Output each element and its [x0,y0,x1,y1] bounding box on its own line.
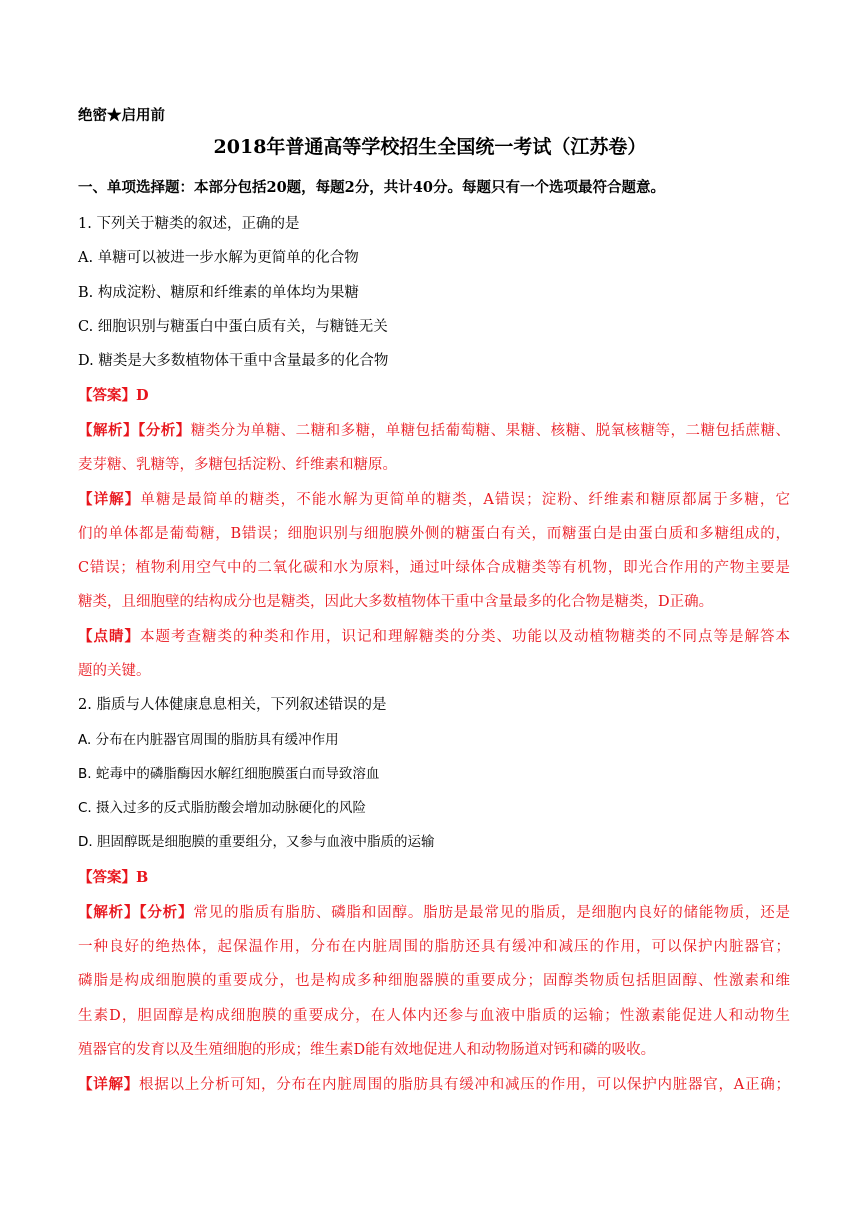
q2-analysis-line-3: 磷脂是构成细胞膜的重要成分，也是构成多种细胞器膜的重要成分；固醇类物质包括胆固醇、性激素和维 [78,973,790,989]
q2-analysis-line-1 [78,903,790,923]
answer-tag: 【答案】 [78,869,136,886]
q1-option-c: C. 细胞识别与糖蛋白中蛋白质有关，与糖链无关 [78,319,388,335]
detail-tag: 【详解】 [78,1076,140,1093]
q1-option-a: A. 单糖可以被进一步水解为更简单的化合物 [78,250,359,266]
q1-detail-line-4: 糖类，且细胞壁的结构成分也是糖类，因此大多数植物体干重中含量最多的化合物是糖类，D正确。 [78,594,714,610]
q2-analysis-line-5: 殖器官的发育以及生殖细胞的形成；维生素D能有效地促进人和动物肠道对钙和磷的吸收。 [78,1042,656,1058]
analysis-tag: 【解析】【分析】 [78,904,194,921]
analysis-tag: 【解析】【分析】 [78,422,191,439]
q1-remark-line-1 [78,627,790,647]
q2-option-c: C. 摄入过多的反式脂肪酸会增加动脉硬化的风险 [78,800,367,816]
q2-analysis-line-4: 生素D，胆固醇是构成细胞膜的重要成分，在人体内还参与血液中脂质的运输；性激素能促进人和动物生 [78,1008,790,1024]
q2-answer [78,868,790,888]
detail-text: 根据以上分析可知，分布在内脏周围的脂肪具有缓冲和减压的作用，可以保护内脏器官，A正确； [139,1077,791,1093]
q1-remark-line-2: 题的关键。 [78,663,151,679]
q2-option-d: D. 胆固醇既是细胞膜的重要组分，又参与血液中脂质的运输 [78,834,435,850]
q2-detail-line-1 [78,1075,790,1095]
q1-option-d: D. 糖类是大多数植物体干重中含量最多的化合物 [78,353,389,369]
answer-tag: 【答案】 [78,387,136,404]
analysis-text: 糖类分为单糖、二糖和多糖，单糖包括葡萄糖、果糖、核糖、脱氧核糖等，二糖包括蔗糖、 [190,423,791,439]
answer-value: B [136,869,149,886]
q1-option-b: B. 构成淀粉、糖原和纤维素的单体均为果糖 [78,285,359,301]
q2-option-b: B. 蛇毒中的磷脂酶因水解红细胞膜蛋白而导致溶血 [78,766,380,782]
detail-text: 单糖是最简单的糖类，不能水解为更简单的糖类，A错误；淀粉、纤维素和糖原都属于多糖，它 [140,492,790,508]
answer-value: D [136,387,149,404]
q1-analysis-line-1 [78,421,790,441]
q1-detail-line-3: C错误；植物利用空气中的二氧化碳和水为原料，通过叶绿体合成糖类等有机物，即光合作用的产物主要是 [78,560,790,576]
analysis-text: 常见的脂质有脂肪、磷脂和固醇。脂肪是最常见的脂质，是细胞内良好的储能物质，还是 [193,905,791,921]
q1-answer [78,386,790,406]
remark-tag: 【点睛】 [78,628,140,645]
remark-text: 本题考查糖类的种类和作用，识记和理解糖类的分类、功能以及动植物糖类的不同点等是解答本 [140,629,790,645]
q2-option-a: A. 分布在内脏器官周围的脂肪具有缓冲作用 [78,732,339,748]
q1-stem: 1. 下列关于糖类的叙述，正确的是 [78,216,300,232]
q1-detail-line-1 [78,490,790,510]
detail-tag: 【详解】 [78,491,141,508]
q2-analysis-line-2: 一种良好的绝热体，起保温作用，分布在内脏周围的脂肪还具有缓冲和减压的作用，可以保护内脏器官； [78,939,790,955]
q1-detail-line-2: 们的单体都是葡萄糖，B错误；细胞识别与细胞膜外侧的糖蛋白有关，而糖蛋白是由蛋白质和多糖组成的， [78,526,790,542]
exam-title: 2018年普通高等学校招生全国统一考试（江苏卷） [213,136,647,158]
confidential-label: 绝密★启用前 [78,107,165,124]
section-heading: 一、单项选择题：本部分包括20题，每题2分，共计40分。每题只有一个选项最符合题意。 [78,179,665,196]
q2-stem: 2. 脂质与人体健康息息相关，下列叙述错误的是 [78,697,387,713]
q1-analysis-line-2: 麦芽糖、乳糖等，多糖包括淀粉、纤维素和糖原。 [78,457,397,473]
